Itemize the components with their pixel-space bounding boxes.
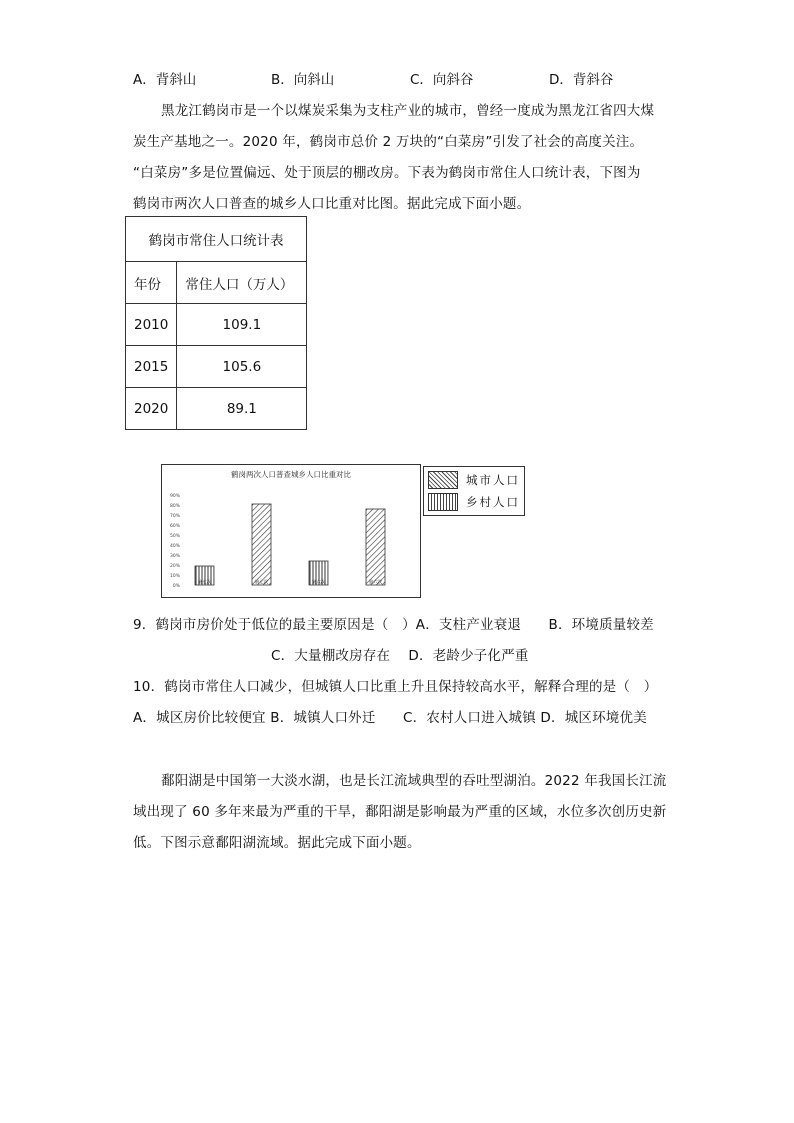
q8-option-c: C．向斜谷	[410, 72, 474, 88]
table-header-population: 常住人口（万人）	[177, 262, 307, 304]
q8-option-d: D．背斜谷	[549, 72, 614, 88]
passage1-line2: 炭生产基地之一。2020 年，鹤岗市总价 2 万块的“白菜房”引发了社会的高度关注。	[133, 134, 644, 150]
y-tick-label: 30%	[169, 554, 180, 559]
x-tick-label: 第六次	[311, 580, 326, 586]
y-tick-label: 60%	[169, 524, 180, 529]
y-tick-label: 0%	[172, 584, 180, 589]
y-tick-label: 20%	[169, 564, 180, 569]
table-cell-year: 2010	[126, 304, 177, 346]
bar-urban	[366, 509, 385, 585]
table-cell-year: 2020	[126, 388, 177, 430]
x-tick-label: 第七次	[197, 580, 212, 586]
passage1-line3: “白菜房”多是位置偏远、处于顶层的棚改房。下表为鹤岗市常住人口统计表，下图为	[133, 165, 641, 181]
q9-options-line2: C．大量棚改房存在 D．老龄少子化严重	[271, 648, 529, 664]
table-cell-value: 109.1	[177, 304, 307, 346]
legend-item-urban	[428, 471, 520, 489]
table-cell-value: 89.1	[177, 388, 307, 430]
legend-item-rural	[428, 493, 520, 511]
y-tick-label: 90%	[169, 494, 180, 499]
passage2-line3: 低。下图示意鄱阳湖流域。据此完成下面小题。	[133, 835, 421, 851]
table-row	[126, 346, 307, 388]
passage2-line1: 鄱阳湖是中国第一大淡水湖，也是长江流域典型的吞吐型湖泊。2022 年我国长江流	[161, 773, 667, 789]
table-title: 鹤岗市常住人口统计表	[126, 217, 307, 262]
x-tick-label: 第六次	[368, 580, 383, 586]
population-table	[125, 216, 307, 430]
table-row	[126, 388, 307, 430]
table-header-year: 年份	[126, 262, 177, 304]
chart-svg	[162, 465, 420, 597]
q10-options: A．城区房价比较便宜 B．城镇人口外迁 C．农村人口进入城镇 D．城区环境优美	[133, 710, 647, 726]
x-tick-label: 第七次	[254, 580, 269, 586]
bar-urban	[252, 504, 271, 585]
y-tick-label: 70%	[169, 514, 180, 519]
q8-option-b: B．向斜山	[271, 72, 335, 88]
y-tick-label: 10%	[169, 574, 180, 579]
chart-title: 鹤岗两次人口普查城乡人口比重对比	[231, 470, 351, 479]
legend-swatch-rural	[428, 493, 458, 511]
q10-stem: 10．鹤岗市常住人口减少，但城镇人口比重上升且保持较高水平，解释合理的是（ ）	[133, 679, 658, 695]
y-tick-label: 80%	[169, 504, 180, 509]
passage2-line2: 域出现了 60 多年来最为严重的干旱，鄱阳湖是影响最为严重的区域，水位多次创历史新	[133, 804, 667, 820]
population-ratio-chart	[161, 464, 421, 598]
table-cell-value: 105.6	[177, 346, 307, 388]
chart-legend	[423, 466, 525, 516]
q8-option-a: A．背斜山	[133, 72, 197, 88]
y-tick-label: 40%	[169, 544, 180, 549]
passage1-line4: 鹤岗市两次人口普查的城乡人口比重对比图。据此完成下面小题。	[133, 196, 531, 212]
legend-label-urban: 城市人口	[466, 473, 520, 487]
y-tick-label: 50%	[169, 534, 180, 539]
table-cell-year: 2015	[126, 346, 177, 388]
table-row	[126, 304, 307, 346]
legend-label-rural: 乡村人口	[466, 495, 520, 509]
q9-stem: 9．鹤岗市房价处于低位的最主要原因是（ ）A．支柱产业衰退 B．环境质量较差	[133, 617, 654, 633]
legend-swatch-urban	[428, 471, 458, 489]
passage1-line1: 黑龙江鹤岗市是一个以煤炭采集为支柱产业的城市，曾经一度成为黑龙江省四大煤	[161, 103, 655, 119]
